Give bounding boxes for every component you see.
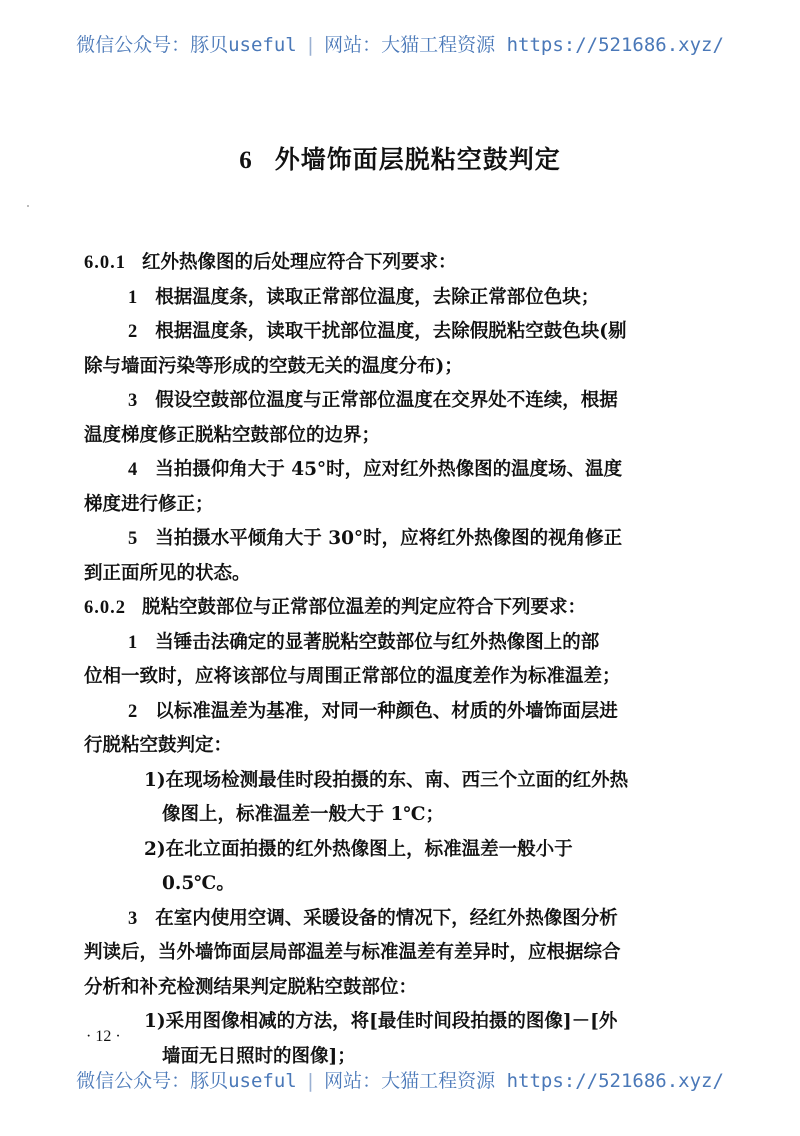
sub-item — [84, 833, 684, 868]
item-text: 当拍摄仰角大于 45°时，应对红外热像图的温度场、温度 — [155, 459, 623, 480]
item-text: 当锤击法确定的显著脱粘空鼓部位与红外热像图上的部 — [155, 631, 600, 653]
list-item — [84, 695, 684, 730]
item-text: 当拍摄水平倾角大于 30°时，应将红外热像图的视角修正 — [155, 528, 623, 549]
sub-item-number: 2) — [144, 838, 166, 860]
sub-item-text: 采用图像相减的方法，将[最佳时间段拍摄的图像]－[外 — [165, 1011, 618, 1032]
item-continuation — [84, 660, 684, 695]
item-text: 梯度进行修正； — [84, 493, 214, 515]
item-text: 温度梯度修正脱粘空鼓部位的边界； — [84, 424, 381, 446]
sub-item-text: 墙面无日照时的图像]； — [162, 1045, 356, 1067]
chapter-title — [0, 140, 800, 176]
item-number: 3 — [128, 908, 138, 929]
watermark-top — [0, 30, 800, 57]
sub-item-number: 1) — [144, 769, 166, 791]
clause-number: 6.0.1 — [84, 253, 126, 273]
item-text: 以标准温差为基准，对同一种颜色、材质的外墙饰面层进 — [155, 700, 618, 722]
sub-item — [84, 764, 684, 799]
item-continuation — [84, 936, 684, 971]
clause-number: 6.0.2 — [84, 598, 126, 618]
item-number: 3 — [128, 391, 138, 411]
list-item — [84, 626, 684, 661]
item-continuation — [84, 729, 684, 764]
item-number: 1 — [128, 287, 138, 308]
item-text: 位相一致时，应将该部位与周围正常部位的温度差作为标准温差； — [84, 666, 621, 687]
watermark-wechat: 微信公众号：豚贝useful — [76, 1070, 297, 1092]
sub-item — [84, 1005, 684, 1040]
item-number: 1 — [128, 632, 138, 653]
item-text: 行脱粘空鼓判定： — [84, 735, 233, 756]
clause-heading-text: 脱粘空鼓部位与正常部位温差的判定应符合下列要求： — [142, 597, 587, 618]
item-continuation — [84, 350, 684, 385]
item-text: 根据温度条，读取干扰部位温度，去除假脱粘空鼓色块(剔 — [155, 321, 627, 342]
sub-item-number: 1) — [144, 1011, 166, 1032]
item-text: 判读后，当外墙饰面层局部温差与标准温差有差异时，应根据综合 — [84, 942, 621, 963]
item-number: 2 — [128, 322, 138, 342]
clause-heading-text: 红外热像图的后处理应符合下列要求： — [142, 252, 457, 273]
watermark-separator: | — [304, 34, 317, 56]
list-item — [84, 384, 684, 419]
sub-item-text: 在现场检测最佳时段拍摄的东、南、西三个立面的红外热 — [165, 769, 629, 791]
item-text: 在室内使用空调、采暖设备的情况下，经红外热像图分析 — [155, 907, 618, 929]
clause-heading — [84, 246, 684, 281]
chapter-title-text: 外墙饰面层脱粘空鼓判定 — [274, 145, 561, 174]
item-text: 假设空鼓部位温度与正常部位温度在交界处不连续，根据 — [155, 390, 618, 411]
sub-item-continuation — [84, 798, 684, 833]
item-continuation — [84, 419, 684, 454]
item-number: 2 — [128, 701, 138, 722]
scan-speck — [27, 205, 29, 207]
clause-heading — [84, 591, 684, 626]
item-number: 5 — [128, 529, 138, 549]
list-item — [84, 902, 684, 937]
list-item — [84, 522, 684, 557]
item-continuation — [84, 971, 684, 1006]
watermark-bottom — [0, 1066, 800, 1093]
item-text: 分析和补充检测结果判定脱粘空鼓部位： — [84, 976, 418, 998]
item-text: 到正面所见的状态。 — [84, 562, 251, 584]
sub-item-text: 0.5℃。 — [162, 873, 235, 894]
list-item — [84, 453, 684, 488]
page-number: · 12 · — [86, 1028, 121, 1045]
list-item — [84, 315, 684, 350]
sub-item-text: 像图上，标准温差一般大于 1℃； — [162, 804, 444, 825]
watermark-website[interactable]: 网站：大猫工程资源 https://521686.xyz/ — [324, 1070, 724, 1092]
watermark-website[interactable]: 网站：大猫工程资源 https://521686.xyz/ — [324, 34, 724, 56]
item-number: 4 — [128, 460, 138, 480]
chapter-number: 6 — [239, 147, 253, 174]
sub-item-text: 在北立面拍摄的红外热像图上，标准温差一般小于 — [165, 838, 573, 860]
document-body — [84, 246, 684, 1074]
watermark-separator: | — [304, 1070, 317, 1092]
watermark-wechat: 微信公众号：豚贝useful — [76, 34, 297, 56]
sub-item-continuation — [84, 867, 684, 902]
item-continuation — [84, 488, 684, 523]
item-text: 根据温度条，读取正常部位温度，去除正常部位色块； — [155, 286, 600, 308]
list-item — [84, 281, 684, 316]
item-text: 除与墙面污染等形成的空鼓无关的温度分布)； — [84, 355, 463, 377]
item-continuation — [84, 557, 684, 592]
